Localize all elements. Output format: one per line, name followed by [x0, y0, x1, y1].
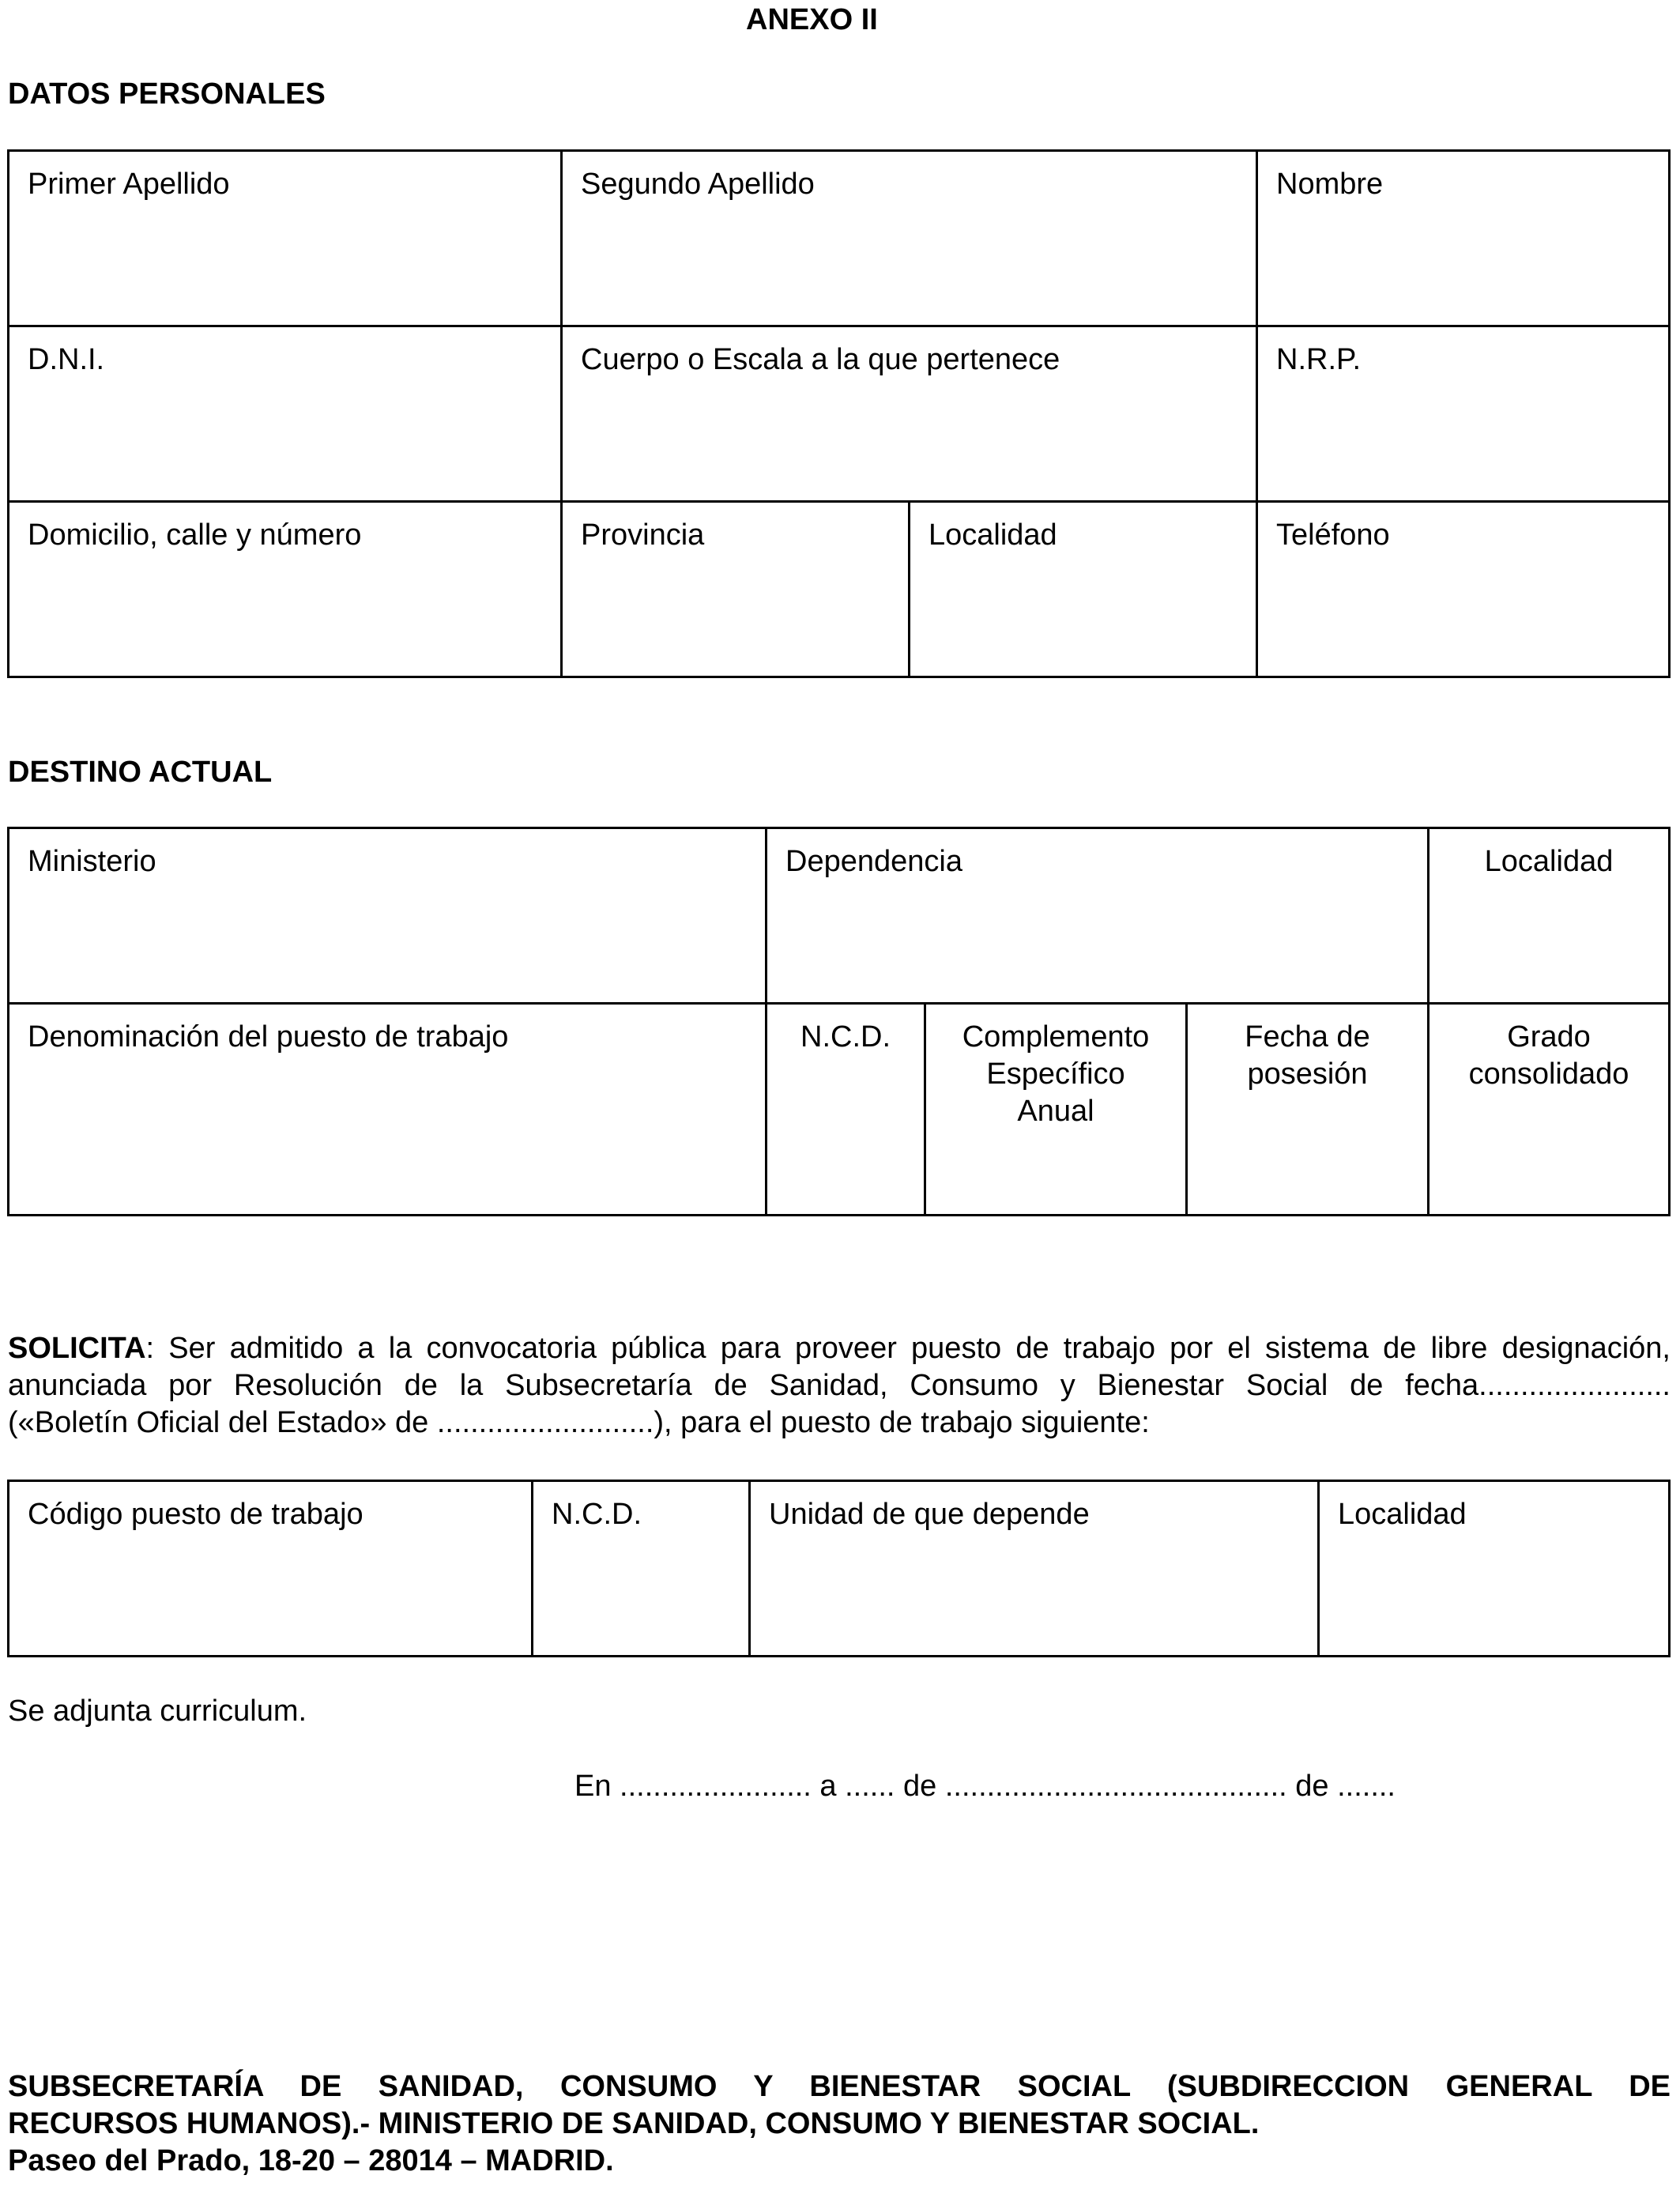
field-grado-line: Grado	[1507, 1020, 1591, 1054]
field-primer-apellido[interactable]: Primer Apellido	[28, 168, 230, 201]
solicita-line-3: («Boletín Oficial del Estado» de ..........................), para el puesto de trabajo siguiente:	[8, 1406, 1150, 1439]
field-segundo-apellido[interactable]: Segundo Apellido	[581, 168, 815, 201]
footer-line-2: RECURSOS HUMANOS).- MINISTERIO DE SANIDAD, CONSUMO Y BIENESTAR SOCIAL.	[8, 2107, 1260, 2140]
field-domicilio[interactable]: Domicilio, calle y número	[28, 518, 362, 552]
solicita-label: SOLICITA	[8, 1332, 146, 1365]
field-dni[interactable]: D.N.I.	[28, 343, 105, 376]
field-localidad-puesto[interactable]: Localidad	[1338, 1498, 1467, 1531]
field-denominacion-puesto[interactable]: Denominación del puesto de trabajo	[28, 1020, 509, 1054]
field-provincia[interactable]: Provincia	[581, 518, 705, 552]
field-localidad[interactable]: Localidad	[929, 518, 1057, 552]
field-fecha-line: Fecha de	[1245, 1020, 1370, 1054]
field-telefono[interactable]: Teléfono	[1276, 518, 1390, 552]
field-codigo-puesto[interactable]: Código puesto de trabajo	[28, 1498, 363, 1531]
field-unidad-depende[interactable]: Unidad de que depende	[769, 1498, 1090, 1531]
section-heading-datos-personales: DATOS PERSONALES	[8, 77, 326, 111]
fecha-firma-line[interactable]: En ....................... a ...... de ......................................... de .......	[574, 1770, 1396, 1803]
page-title: ANEXO II	[746, 3, 878, 36]
field-ministerio[interactable]: Ministerio	[28, 845, 156, 878]
solicita-text-1: : Ser admitido a la convocatoria pública para proveer puesto de trabajo por el sistema de libre designación,	[145, 1332, 1671, 1365]
field-complemento-line: Específico	[986, 1057, 1125, 1091]
field-localidad-destino[interactable]: Localidad	[1484, 845, 1614, 878]
field-nombre[interactable]: Nombre	[1276, 168, 1384, 201]
solicita-line-2: anunciada por Resolución de la Subsecretaría de Sanidad, Consumo y Bienestar Social de fecha.......................	[8, 1369, 1671, 1402]
footer-line-1: SUBSECRETARÍA DE SANIDAD, CONSUMO Y BIENESTAR SOCIAL (SUBDIRECCION GENERAL DE	[8, 2070, 1671, 2103]
field-complemento-line: Complemento	[962, 1020, 1150, 1054]
solicita-line-1	[8, 1330, 1671, 1367]
field-cuerpo-escala[interactable]: Cuerpo o Escala a la que pertenece	[581, 343, 1060, 376]
field-grado-line: consolidado	[1468, 1057, 1629, 1091]
footer-address: Paseo del Prado, 18-20 – 28014 – MADRID.	[8, 2144, 614, 2177]
section-heading-destino-actual: DESTINO ACTUAL	[8, 756, 273, 789]
field-complemento-line: Anual	[1017, 1095, 1094, 1128]
field-ncd-puesto[interactable]: N.C.D.	[552, 1498, 642, 1531]
adjunto-curriculum: Se adjunta curriculum.	[8, 1695, 307, 1728]
field-ncd-destino[interactable]: N.C.D.	[800, 1020, 891, 1054]
field-dependencia[interactable]: Dependencia	[785, 845, 962, 878]
field-nrp[interactable]: N.R.P.	[1276, 343, 1362, 376]
field-fecha-line: posesión	[1247, 1057, 1368, 1091]
